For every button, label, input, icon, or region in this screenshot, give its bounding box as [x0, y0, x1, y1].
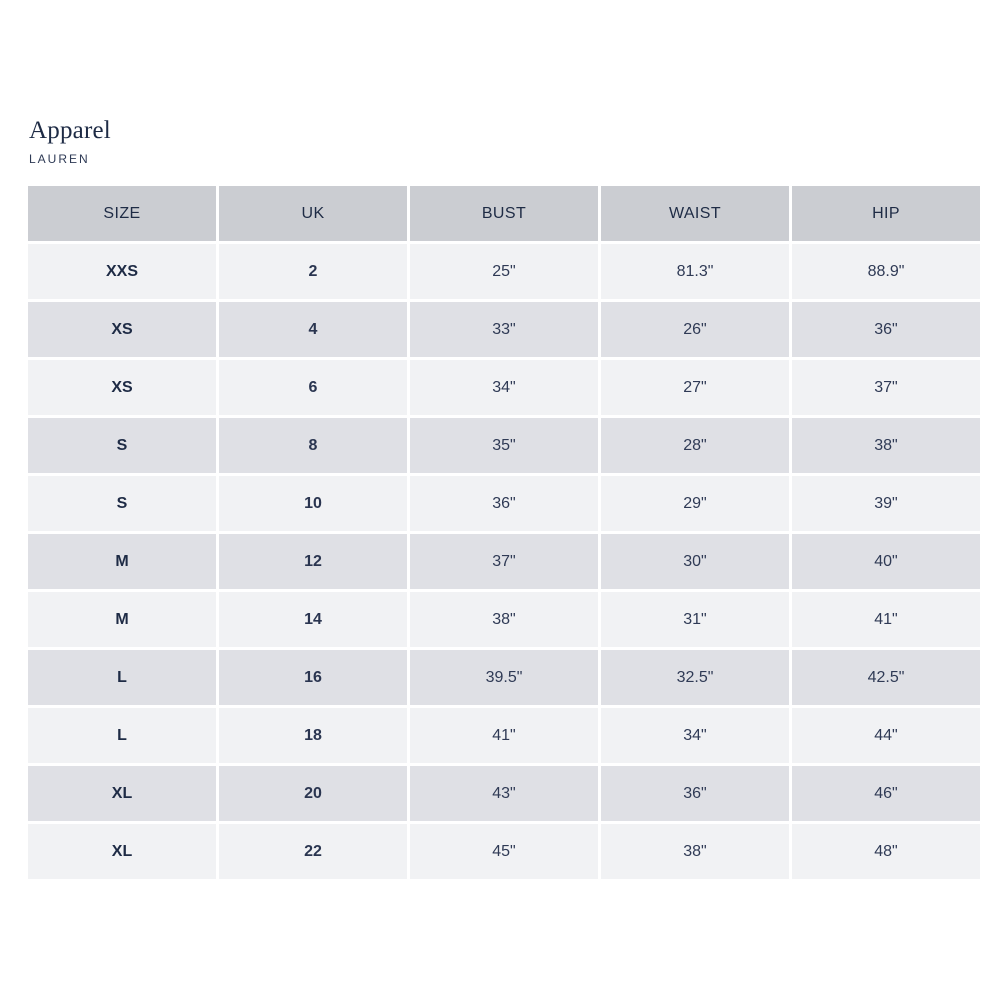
- page-title: Apparel: [29, 117, 111, 144]
- cell-uk: 8: [219, 418, 407, 473]
- brand-subtitle: LAUREN: [29, 152, 90, 166]
- column-header-size: SIZE: [28, 186, 216, 241]
- cell-uk: 2: [219, 244, 407, 299]
- table-row: [28, 418, 980, 473]
- cell-bust: 43": [410, 766, 598, 821]
- cell-waist: 34": [601, 708, 789, 763]
- cell-bust: 25": [410, 244, 598, 299]
- cell-size: M: [28, 592, 216, 647]
- cell-bust: 41": [410, 708, 598, 763]
- cell-waist: 27": [601, 360, 789, 415]
- cell-waist: 29": [601, 476, 789, 531]
- cell-bust: 38": [410, 592, 598, 647]
- cell-size: M: [28, 534, 216, 589]
- cell-size: L: [28, 650, 216, 705]
- cell-size: XS: [28, 360, 216, 415]
- cell-hip: 39": [792, 476, 980, 531]
- cell-bust: 34": [410, 360, 598, 415]
- cell-hip: 46": [792, 766, 980, 821]
- cell-waist: 28": [601, 418, 789, 473]
- header-row: [28, 186, 980, 241]
- cell-waist: 81.3": [601, 244, 789, 299]
- cell-size: XS: [28, 302, 216, 357]
- chart-heading: [29, 116, 111, 166]
- table-header: [28, 186, 980, 241]
- cell-size: L: [28, 708, 216, 763]
- cell-waist: 26": [601, 302, 789, 357]
- cell-hip: 36": [792, 302, 980, 357]
- cell-bust: 45": [410, 824, 598, 879]
- cell-hip: 37": [792, 360, 980, 415]
- table-row: [28, 534, 980, 589]
- cell-waist: 31": [601, 592, 789, 647]
- cell-hip: 38": [792, 418, 980, 473]
- cell-waist: 32.5": [601, 650, 789, 705]
- cell-hip: 44": [792, 708, 980, 763]
- column-header-bust: BUST: [410, 186, 598, 241]
- cell-size: XL: [28, 766, 216, 821]
- cell-uk: 12: [219, 534, 407, 589]
- cell-size: S: [28, 418, 216, 473]
- cell-uk: 22: [219, 824, 407, 879]
- table-row: [28, 244, 980, 299]
- table-row: [28, 592, 980, 647]
- cell-uk: 16: [219, 650, 407, 705]
- cell-uk: 10: [219, 476, 407, 531]
- cell-size: S: [28, 476, 216, 531]
- cell-hip: 41": [792, 592, 980, 647]
- cell-hip: 40": [792, 534, 980, 589]
- cell-hip: 42.5": [792, 650, 980, 705]
- table-row: [28, 766, 980, 821]
- cell-hip: 48": [792, 824, 980, 879]
- table-row: [28, 360, 980, 415]
- cell-bust: 37": [410, 534, 598, 589]
- table-row: [28, 302, 980, 357]
- cell-uk: 14: [219, 592, 407, 647]
- table-row: [28, 708, 980, 763]
- cell-bust: 35": [410, 418, 598, 473]
- table-body: [28, 244, 980, 879]
- cell-bust: 33": [410, 302, 598, 357]
- cell-bust: 36": [410, 476, 598, 531]
- cell-hip: 88.9": [792, 244, 980, 299]
- cell-bust: 39.5": [410, 650, 598, 705]
- column-header-hip: HIP: [792, 186, 980, 241]
- table-row: [28, 476, 980, 531]
- cell-uk: 18: [219, 708, 407, 763]
- cell-uk: 4: [219, 302, 407, 357]
- column-header-waist: WAIST: [601, 186, 789, 241]
- cell-size: XXS: [28, 244, 216, 299]
- table-row: [28, 650, 980, 705]
- cell-uk: 6: [219, 360, 407, 415]
- cell-uk: 20: [219, 766, 407, 821]
- cell-waist: 36": [601, 766, 789, 821]
- table-row: [28, 824, 980, 879]
- size-chart-table: [25, 183, 983, 882]
- cell-waist: 38": [601, 824, 789, 879]
- cell-size: XL: [28, 824, 216, 879]
- cell-waist: 30": [601, 534, 789, 589]
- column-header-uk: UK: [219, 186, 407, 241]
